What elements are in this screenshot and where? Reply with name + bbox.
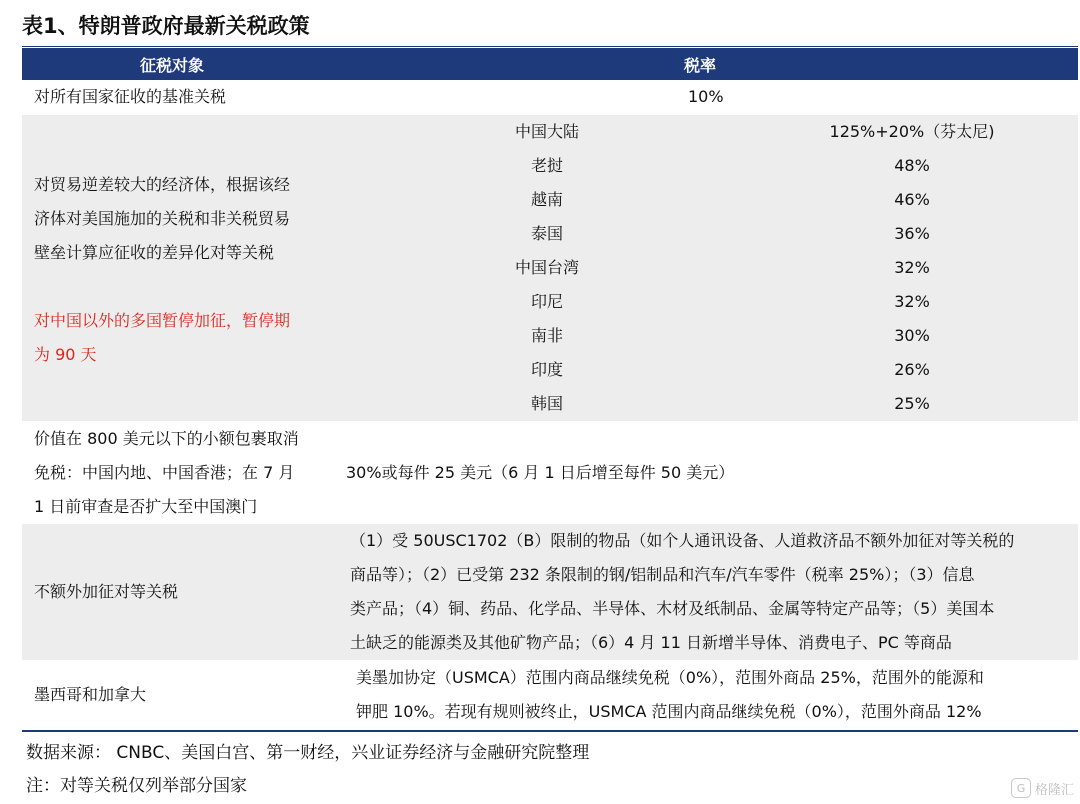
usmca-label: 墨西哥和加拿大 (34, 685, 147, 704)
footnote: 注：对等关税仅列举部分国家 (26, 776, 247, 796)
country-name: 韩国 (530, 394, 563, 413)
country-rate: 125%+20%（芬太尼) (829, 122, 995, 141)
country-name: 印尼 (530, 292, 563, 311)
exempt-line: 类产品；（4）铜、药品、化学品、半导体、木材及纸制品、金属等特定产品等；（5）美国本 (350, 599, 995, 618)
reciprocal-label-line: 对贸易逆差较大的经济体，根据该经 (34, 175, 291, 194)
country-rate: 25% (894, 394, 930, 413)
baseline-rate: 10% (688, 87, 724, 106)
parcel-rate: 30%或每件 25 美元（6 月 1 日后增至每件 50 美元） (346, 463, 735, 482)
country-rate: 48% (894, 156, 930, 175)
country-rate: 30% (894, 326, 930, 345)
country-rate: 26% (894, 360, 930, 379)
country-name: 老挝 (530, 156, 563, 175)
watermark-text: 格隆汇 (1034, 782, 1074, 798)
pause-note-line: 对中国以外的多国暂停加征，暂停期 (34, 311, 291, 330)
exempt-line: （1）受 50USC1702（B）限制的物品（如个人通讯设备、人道救济品不额外加征对等关税的 (350, 531, 1015, 550)
country-name: 越南 (530, 190, 563, 209)
country-name: 泰国 (530, 224, 563, 243)
exempt-line: 商品等）；（2）已受第 232 条限制的钢/铝制品和汽车/汽车零件（税率 25%）；（3）信息 (350, 565, 975, 584)
country-name: 中国大陆 (514, 122, 579, 141)
pause-note-line: 为 90 天 (34, 345, 97, 364)
row-usmca (22, 661, 1078, 729)
country-name: 印度 (530, 360, 563, 379)
table-header (22, 48, 1078, 80)
exempt-line: 土缺乏的能源类及其他矿物产品；（6）4 月 11 日新增半导体、消费电子、PC 等商品 (350, 633, 952, 652)
baseline-label: 对所有国家征收的基准关税 (34, 87, 227, 106)
header-rate: 税率 (683, 56, 716, 75)
usmca-line: 美墨加协定（USMCA）范围内商品继续免税（0%），范围外商品 25%，范围外的能源和 (356, 668, 984, 687)
header-subject: 征税对象 (139, 56, 204, 75)
row-small-parcel (22, 422, 1078, 524)
usmca-line: 钾肥 10%。若现有规则被终止，USMCA 范围内商品继续免税（0%），范围外商品 12% (356, 702, 982, 721)
country-rate: 32% (894, 292, 930, 311)
country-rate: 36% (894, 224, 930, 243)
parcel-label-line: 免税：中国内地、中国香港；在 7 月 (34, 463, 295, 482)
exempt-label: 不额外加征对等关税 (34, 582, 179, 601)
source-note: 数据来源： CNBC、美国白宫、第一财经，兴业证券经济与金融研究院整理 (26, 743, 590, 763)
row-exempt (22, 524, 1078, 660)
reciprocal-label-line: 壁垒计算应征收的差异化对等关税 (34, 243, 275, 262)
parcel-label-line: 价值在 800 美元以下的小额包裹取消 (34, 429, 299, 448)
title-rule (22, 46, 1078, 47)
watermark (1011, 778, 1074, 798)
country-rate: 46% (894, 190, 930, 209)
table-title: 表1、特朗普政府最新关税政策 (22, 14, 310, 38)
country-name: 中国台湾 (514, 258, 579, 277)
bottom-rule (22, 730, 1078, 732)
row-baseline (22, 80, 1078, 114)
parcel-label-line: 1 日前审查是否扩大至中国澳门 (34, 497, 258, 516)
watermark-logo-icon: G (1011, 778, 1031, 798)
country-name: 南非 (530, 326, 563, 345)
reciprocal-label-line: 济体对美国施加的关税和非关税贸易 (34, 209, 291, 228)
country-rate: 32% (894, 258, 930, 277)
row-reciprocal (22, 115, 1078, 421)
